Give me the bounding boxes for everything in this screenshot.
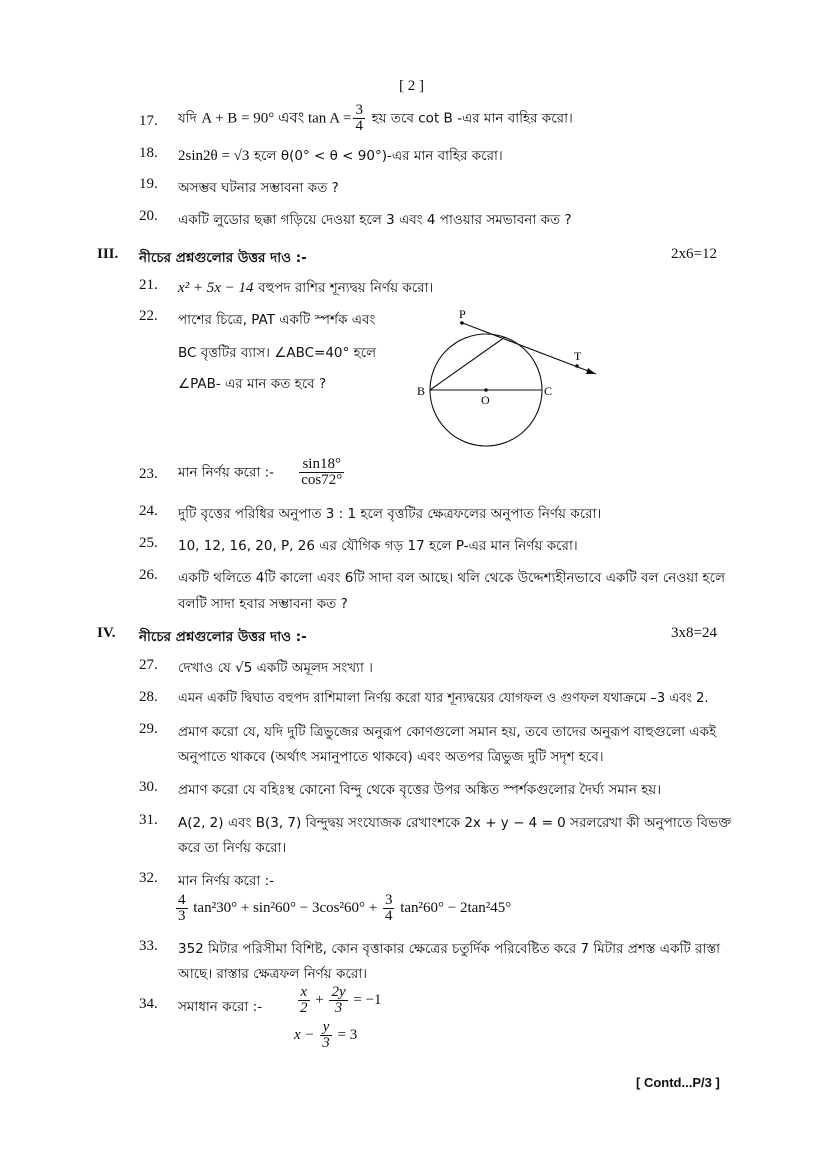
fraction xyxy=(320,1020,332,1051)
denominator: 4 xyxy=(384,908,393,924)
question-number: 23. xyxy=(139,466,158,482)
denominator: 2 xyxy=(300,1000,308,1016)
page-number: [ 2 ] xyxy=(399,78,424,94)
question-30-text: প্রমাণ করো যে বহিঃস্থ কোনো বিন্দু থেকে বৃত্তের উপর অঙ্কিত স্পর্শকগুলোর দৈর্ঘ্য সমান হয়। xyxy=(178,782,662,798)
fraction xyxy=(353,103,365,134)
label-t: T xyxy=(574,349,582,363)
equation: x² + 5x − 14 xyxy=(178,280,254,296)
question-number: 18. xyxy=(139,145,158,161)
question-22-line-3: ∠PAB- এর মান কত হবে ? xyxy=(178,376,327,392)
question-17 xyxy=(178,103,573,134)
question-text: বহুপদ রাশির শূন্যদ্বয় নির্ণয় করো। xyxy=(258,280,434,296)
fraction xyxy=(176,893,188,924)
question-29-line-2: অনুপাতে থাকবে (অর্থাৎ সমানুপাতে থাকবে) এবং অতপর ত্রিভুজ দুটি সদৃশ হবে। xyxy=(178,749,604,765)
question-number: 31. xyxy=(139,812,158,828)
numerator: 4 xyxy=(178,892,186,908)
section-marks: 3x8=24 xyxy=(671,625,717,641)
section-marks: 2x6=12 xyxy=(671,246,717,262)
denominator: 3 xyxy=(178,908,186,924)
question-number: 28. xyxy=(139,689,158,705)
label-b: B xyxy=(417,384,426,398)
question-29-line-1: প্রমাণ করো যে, যদি দুটি ত্রিভুজের অনুরূপ কোণগুলো সমান হয়, তবে তাদের অনুরূপ বাহুগুলো একই xyxy=(178,724,717,740)
fraction xyxy=(298,985,310,1016)
question-20-text: একটি লুডোর ছক্কা গড়িয়ে দেওয়া হলে 3 এবং 4 পাওয়ার সমভাবনা কত ? xyxy=(178,212,572,228)
question-number: 32. xyxy=(139,870,158,886)
equation-lhs: x − xyxy=(294,1026,315,1043)
question-32-expression xyxy=(174,893,511,924)
question-27-text: দেখাও যে √5 একটি অমূলদ সংখ্যা । xyxy=(178,660,374,676)
section-number: III. xyxy=(97,246,119,262)
question-number: 17. xyxy=(139,113,158,129)
question-22-line-1: পাশের চিত্রে, PAT একটি স্পর্শক এবং xyxy=(178,312,376,328)
equation-1: $\frac{x}{2}$ + $\frac{2y}{3}$ = −1 xyxy=(300,984,382,1016)
question-28-text: এমন একটি দ্বিঘাত বহুপদ রাশিমালা নির্ণয় করো যার শূন্যদ্বয়ের যোগফল ও গুণফল যথাক্রমে –3 এবং 2. xyxy=(178,691,709,706)
question-number: 29. xyxy=(139,721,158,737)
question-18 xyxy=(178,145,503,168)
equation: 2sin2θ = √3 xyxy=(178,148,250,164)
expression-part: tan²30° + sin²60° − 3cos²60° + xyxy=(193,899,378,916)
section-number: IV. xyxy=(97,625,116,641)
equation: A + B = 90° এবং tan A = xyxy=(201,110,352,127)
numerator: sin18° xyxy=(299,457,344,473)
fraction xyxy=(383,893,395,924)
continued-note: [ Contd...P/3 ] xyxy=(636,1075,720,1090)
point-o xyxy=(484,388,488,392)
label-c: C xyxy=(544,384,553,398)
fraction xyxy=(329,985,347,1016)
question-26-line-2: বলটি সাদা হবার সম্ভাবনা কত ? xyxy=(178,596,348,612)
equation-rhs: = −1 xyxy=(353,991,382,1008)
question-22-line-2: BC বৃত্তটির ব্যাস। ∠ABC=40° হলে xyxy=(178,345,377,361)
denominator: cos72° xyxy=(301,472,343,488)
denominator: 4 xyxy=(355,118,363,134)
question-number: 20. xyxy=(139,208,158,224)
question-text: মান নির্ণয় করো :- xyxy=(178,464,275,481)
question-number: 26. xyxy=(139,567,158,583)
question-number: 34. xyxy=(139,996,158,1012)
question-31-line-1: A(2, 2) এবং B(3, 7) বিন্দুদ্বয় সংযোজক রেখাংশকে 2x + y − 4 = 0 সরলরেখা কী অনুপাতে বিভক্ত xyxy=(178,815,732,831)
equation-rhs: = 3 xyxy=(337,1026,358,1043)
denominator: 3 xyxy=(322,1035,330,1051)
numerator: x xyxy=(298,985,310,1001)
question-33-line-1: 352 মিটার পরিসীমা বিশিষ্ট, কোন বৃত্তাকার ক্ষেত্রের চতুর্দিক পরিবেষ্টিত করে 7 মিটার প্রশস্ত একটি রাস্তা xyxy=(178,941,720,957)
question-19-text: অসম্ভব ঘটনার সম্ভাবনা কত ? xyxy=(178,180,339,196)
expression-part: tan²60° − 2tan²45° xyxy=(400,899,512,916)
question-number: 27. xyxy=(139,657,158,673)
point-t xyxy=(575,364,579,368)
question-text: হলে θ(0° < θ < 90°)-এর মান বাহির করো। xyxy=(254,148,503,164)
question-33-line-2: আছে। রাস্তার ক্ষেত্রফল নির্ণয় করো। xyxy=(178,966,368,982)
circle-tangent-figure xyxy=(410,300,610,460)
numerator: 2y xyxy=(331,984,346,1000)
question-number: 21. xyxy=(139,277,158,293)
label-p: P xyxy=(459,307,466,321)
section-title: নীচের প্রশ্নগুলোর উত্তর দাও :- xyxy=(139,250,307,266)
question-number: 33. xyxy=(139,938,158,954)
question-number: 19. xyxy=(139,176,158,192)
point-p xyxy=(460,321,464,325)
question-32-text: মান নির্ণয় করো :- xyxy=(178,873,275,889)
arrow-head xyxy=(586,368,596,374)
question-25-text: 10, 12, 16, 20, P, 26 এর যৌগিক গড় 17 হলে P-এর মান নির্ণয় করো। xyxy=(178,538,578,554)
denominator: 3 xyxy=(334,1000,343,1016)
question-31-line-2: করে তা নির্ণয় করো। xyxy=(178,840,287,856)
chord-ba xyxy=(430,337,505,390)
question-number: 24. xyxy=(139,503,158,519)
numerator: 3 xyxy=(355,102,363,118)
question-text: যদি xyxy=(178,110,197,127)
question-text: হয় তবে cot B -এর মান বাহির করো। xyxy=(371,110,573,127)
question-26-line-1: একটি থলিতে 4টি কালো এবং 6টি সাদা বল আছে। থলি থেকে উদ্দেশ্যহীনভাবে একটি বল নেওয়া হলে xyxy=(178,570,726,586)
question-24-text: দুটি বৃত্তের পরিধির অনুপাত 3 : 1 হলে বৃত্তটির ক্ষেত্রফলের অনুপাত নির্ণয় করো। xyxy=(178,506,602,522)
section-title: নীচের প্রশ্নগুলোর উত্তর দাও :- xyxy=(139,629,307,645)
question-number: 25. xyxy=(139,535,158,551)
equation-2 xyxy=(294,1020,357,1051)
question-34-text: সমাধান করো :- xyxy=(178,999,263,1015)
question-21 xyxy=(178,277,433,300)
label-o: O xyxy=(481,393,490,407)
fraction xyxy=(299,457,344,488)
question-number: 30. xyxy=(139,779,158,795)
numerator: y xyxy=(320,1020,332,1036)
question-23 xyxy=(178,457,346,488)
numerator: 3 xyxy=(384,892,393,908)
question-number: 22. xyxy=(139,308,158,324)
